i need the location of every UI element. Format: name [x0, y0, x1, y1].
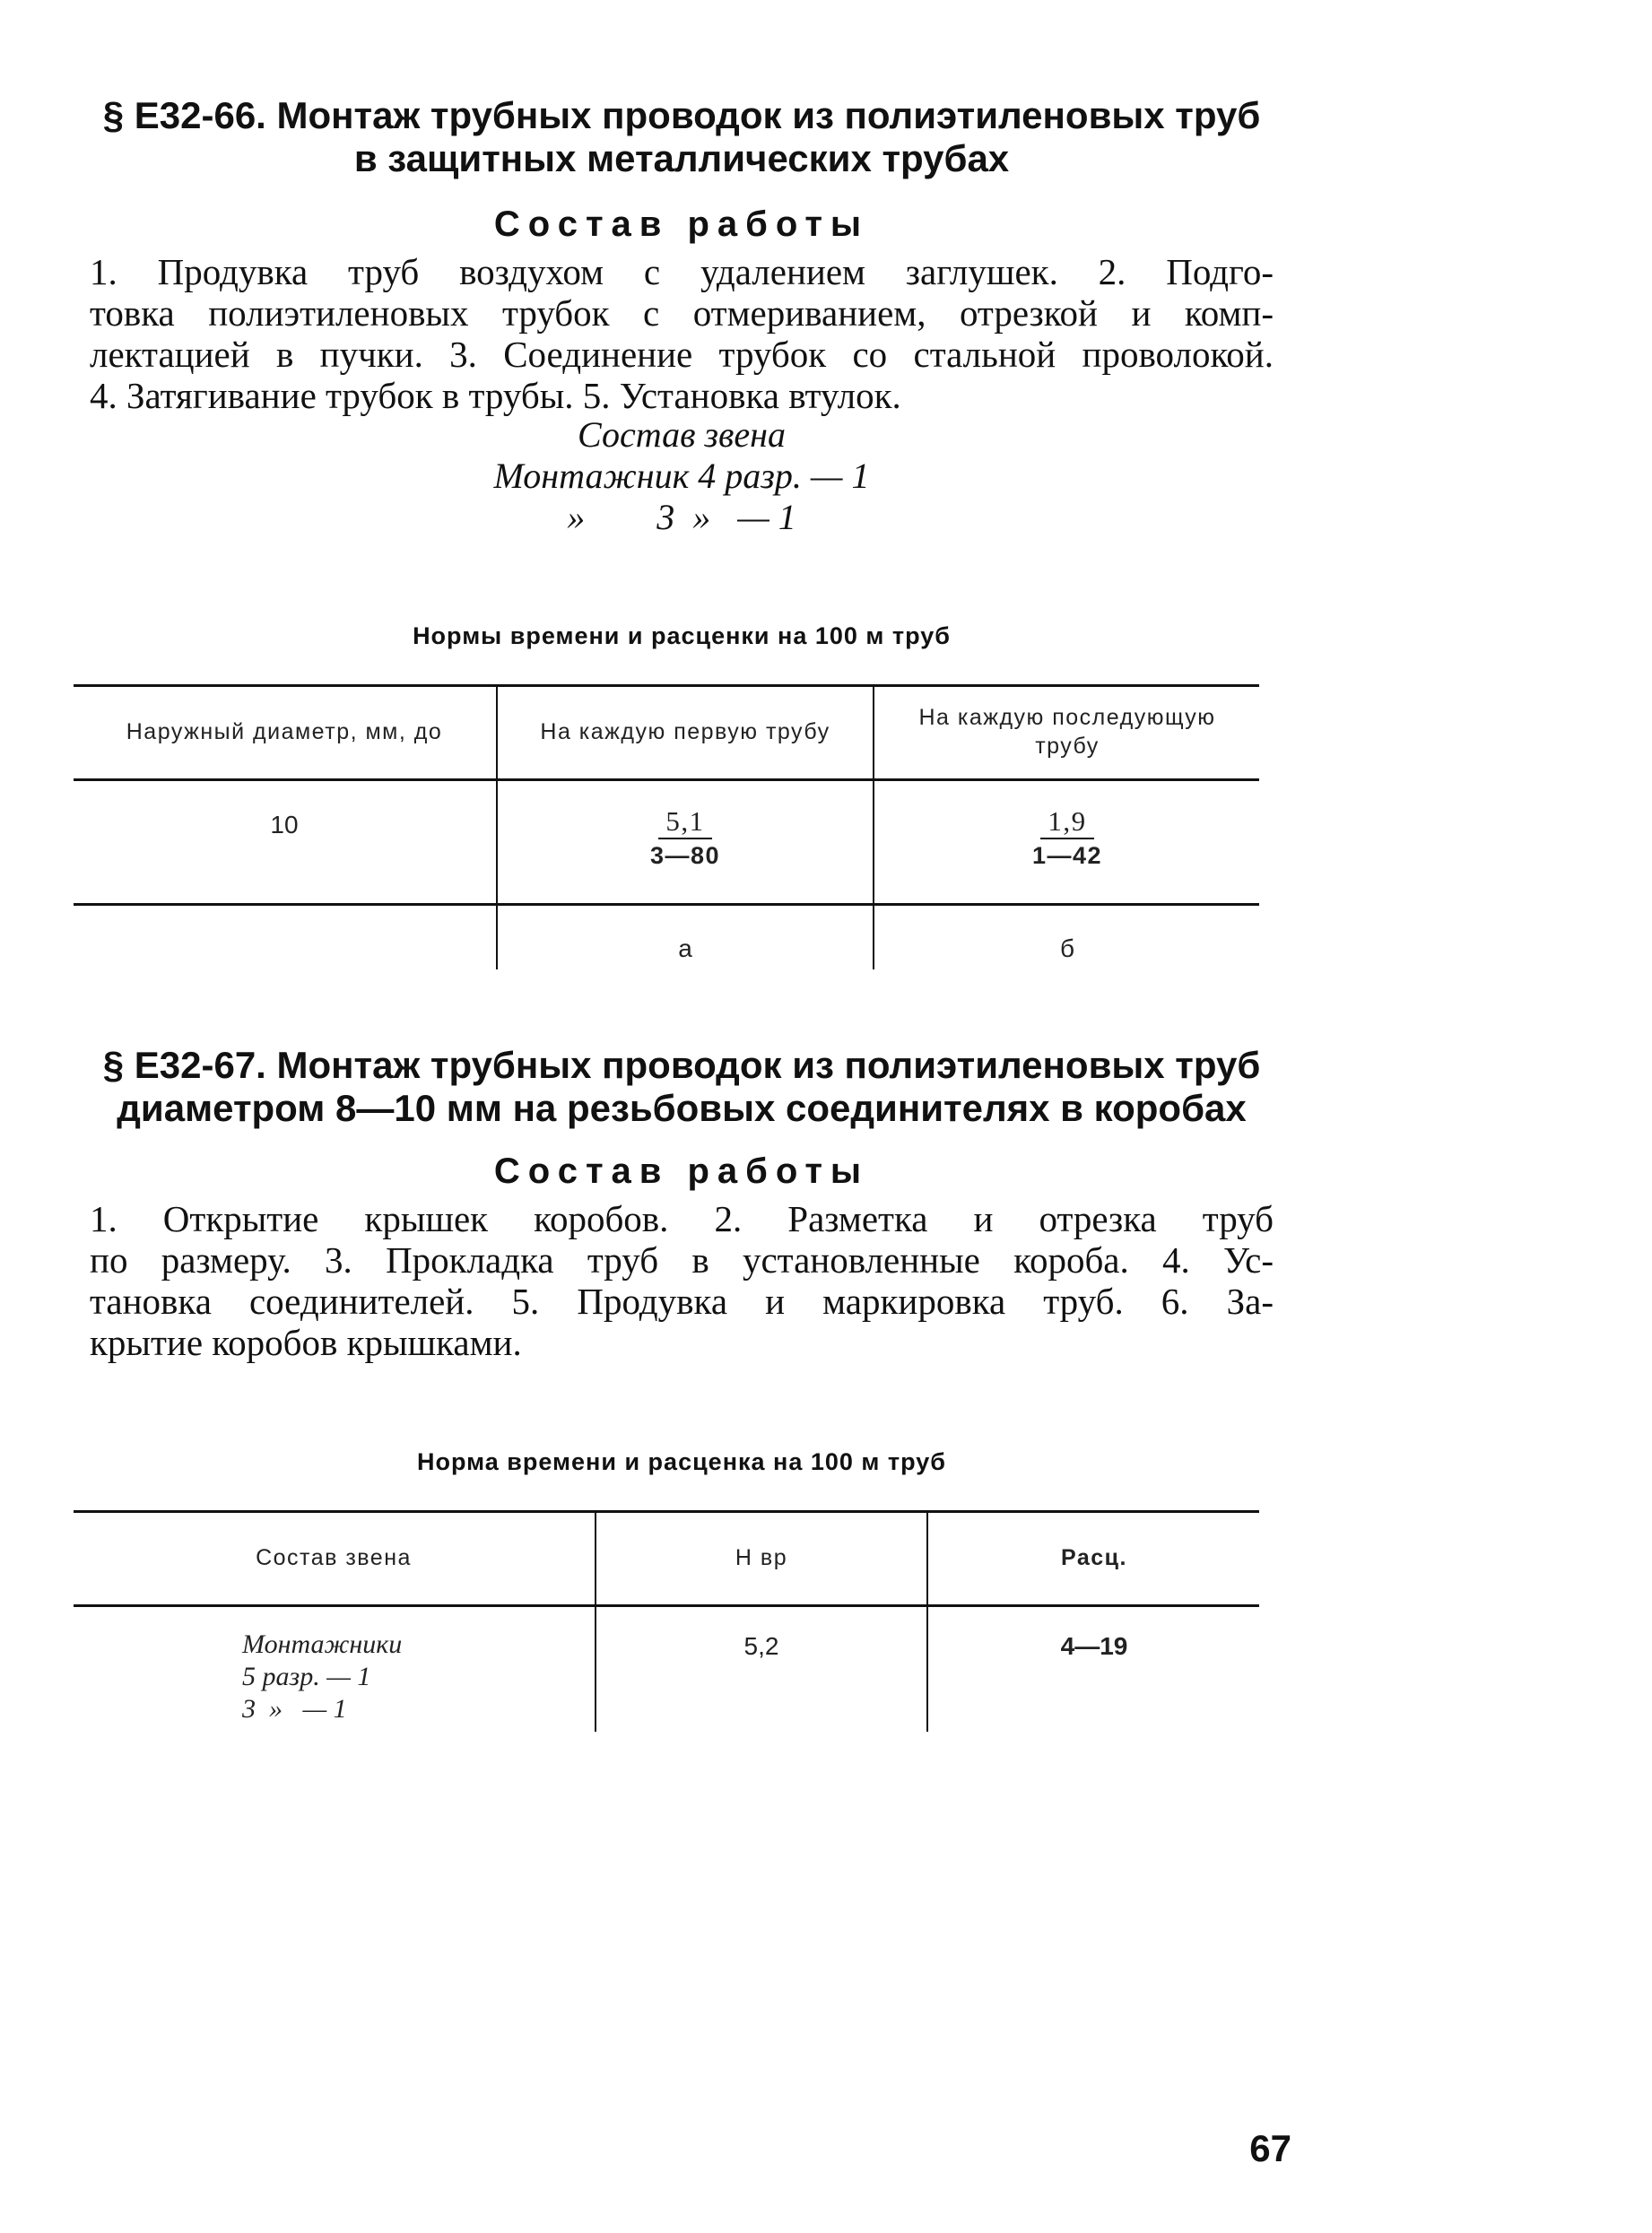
crew-line: 5 разр. — 1 — [242, 1662, 371, 1691]
table-1-column-letter-b: б — [1059, 934, 1075, 962]
section-1-title-line-2: в защитных металлических трубах — [353, 137, 1010, 179]
table-1-header-first-pipe: На каждую первую трубу — [540, 719, 830, 744]
section-1-work-text — [90, 251, 1274, 416]
work-line: 1. Открытие крышек коробов. 2. Разметка и отрезка труб — [90, 1198, 1274, 1239]
table-1-column-divider — [496, 686, 498, 969]
crew-line: Монтажники — [242, 1629, 403, 1659]
work-line: 4. Затягивание трубок в трубы. 5. Установка втулок. — [90, 375, 901, 416]
section-2-work-text — [90, 1198, 1274, 1363]
section-1-title-line-1: § Е32-66. Монтаж трубных проводок из полиэтиленовых труб — [102, 94, 1261, 136]
table-1-first-pipe-cell — [499, 807, 872, 888]
table-2-caption: Норма времени и расценка на 100 м труб — [417, 1448, 946, 1475]
norm-price-fraction — [1032, 807, 1102, 872]
table-1-header-next-pipe: На каждую последующую трубу — [918, 705, 1216, 759]
section-2-title-line-1: § Е32-67. Монтаж трубных проводок из полиэтиленовых труб — [102, 1044, 1261, 1086]
table-2-header-rule — [74, 1604, 1259, 1607]
crew-line: Монтажник 4 разр. — 1 — [493, 456, 870, 496]
section-2-work-heading: Состав работы — [493, 1151, 870, 1191]
crew-line: » 3 » — 1 — [567, 497, 796, 537]
table-1-caption: Нормы времени и расценки на 100 м труб — [413, 622, 951, 649]
table-1-header-rule — [74, 778, 1259, 781]
table-1-column-divider — [873, 686, 874, 969]
crew-heading: Состав звена — [577, 414, 786, 455]
price: 3—80 — [649, 842, 721, 869]
table-2-column-divider — [926, 1512, 928, 1732]
section-1-title — [90, 94, 1274, 180]
table-1-next-pipe-cell — [875, 807, 1259, 888]
section-2-title — [90, 1044, 1274, 1130]
table-2-header-price: Расц. — [1061, 1545, 1127, 1570]
page-number: 67 — [1249, 2127, 1291, 2169]
work-line: крытие коробов крышками. — [90, 1322, 522, 1363]
table-1-column-letter-a: а — [678, 934, 692, 962]
table-1-header-diameter: Наружный диаметр, мм, до — [126, 719, 443, 744]
work-line: по размеру. 3. Прокладка труб в установленные короба. 4. Ус- — [90, 1239, 1274, 1281]
table-2-crew-cell — [242, 1629, 583, 1725]
norm-price-fraction — [650, 807, 720, 872]
work-line: тановка соединителей. 5. Продувка и маркировка труб. 6. За- — [90, 1281, 1274, 1322]
section-1-crew — [90, 414, 1274, 538]
crew-line: 3 » — 1 — [242, 1694, 347, 1724]
section-2-title-line-2: диаметром 8—10 мм на резьбовых соединителях в коробах — [117, 1087, 1247, 1129]
table-2-price-value: 4—19 — [1060, 1632, 1128, 1660]
work-line: лектацией в пучки. 3. Соединение трубок со стальной проволокой. — [90, 334, 1274, 375]
norm-time: 5,1 — [658, 807, 711, 839]
section-1-work-heading: Состав работы — [493, 204, 870, 244]
table-1-diameter-value: 10 — [270, 811, 299, 838]
norm-time: 1,9 — [1040, 807, 1093, 839]
price: 1—42 — [1031, 842, 1103, 869]
work-line: товка полиэтиленовых трубок с отмериванием, отрезкой и комп- — [90, 292, 1274, 334]
table-2-header-crew: Состав звена — [256, 1545, 412, 1570]
table-2-header-norm: Н вр — [735, 1545, 788, 1570]
table-2-column-divider — [595, 1512, 596, 1732]
table-1-bottom-rule — [74, 903, 1259, 906]
table-2-norm-value: 5,2 — [743, 1632, 779, 1660]
work-line: 1. Продувка труб воздухом с удалением заглушек. 2. Подго- — [90, 251, 1274, 292]
